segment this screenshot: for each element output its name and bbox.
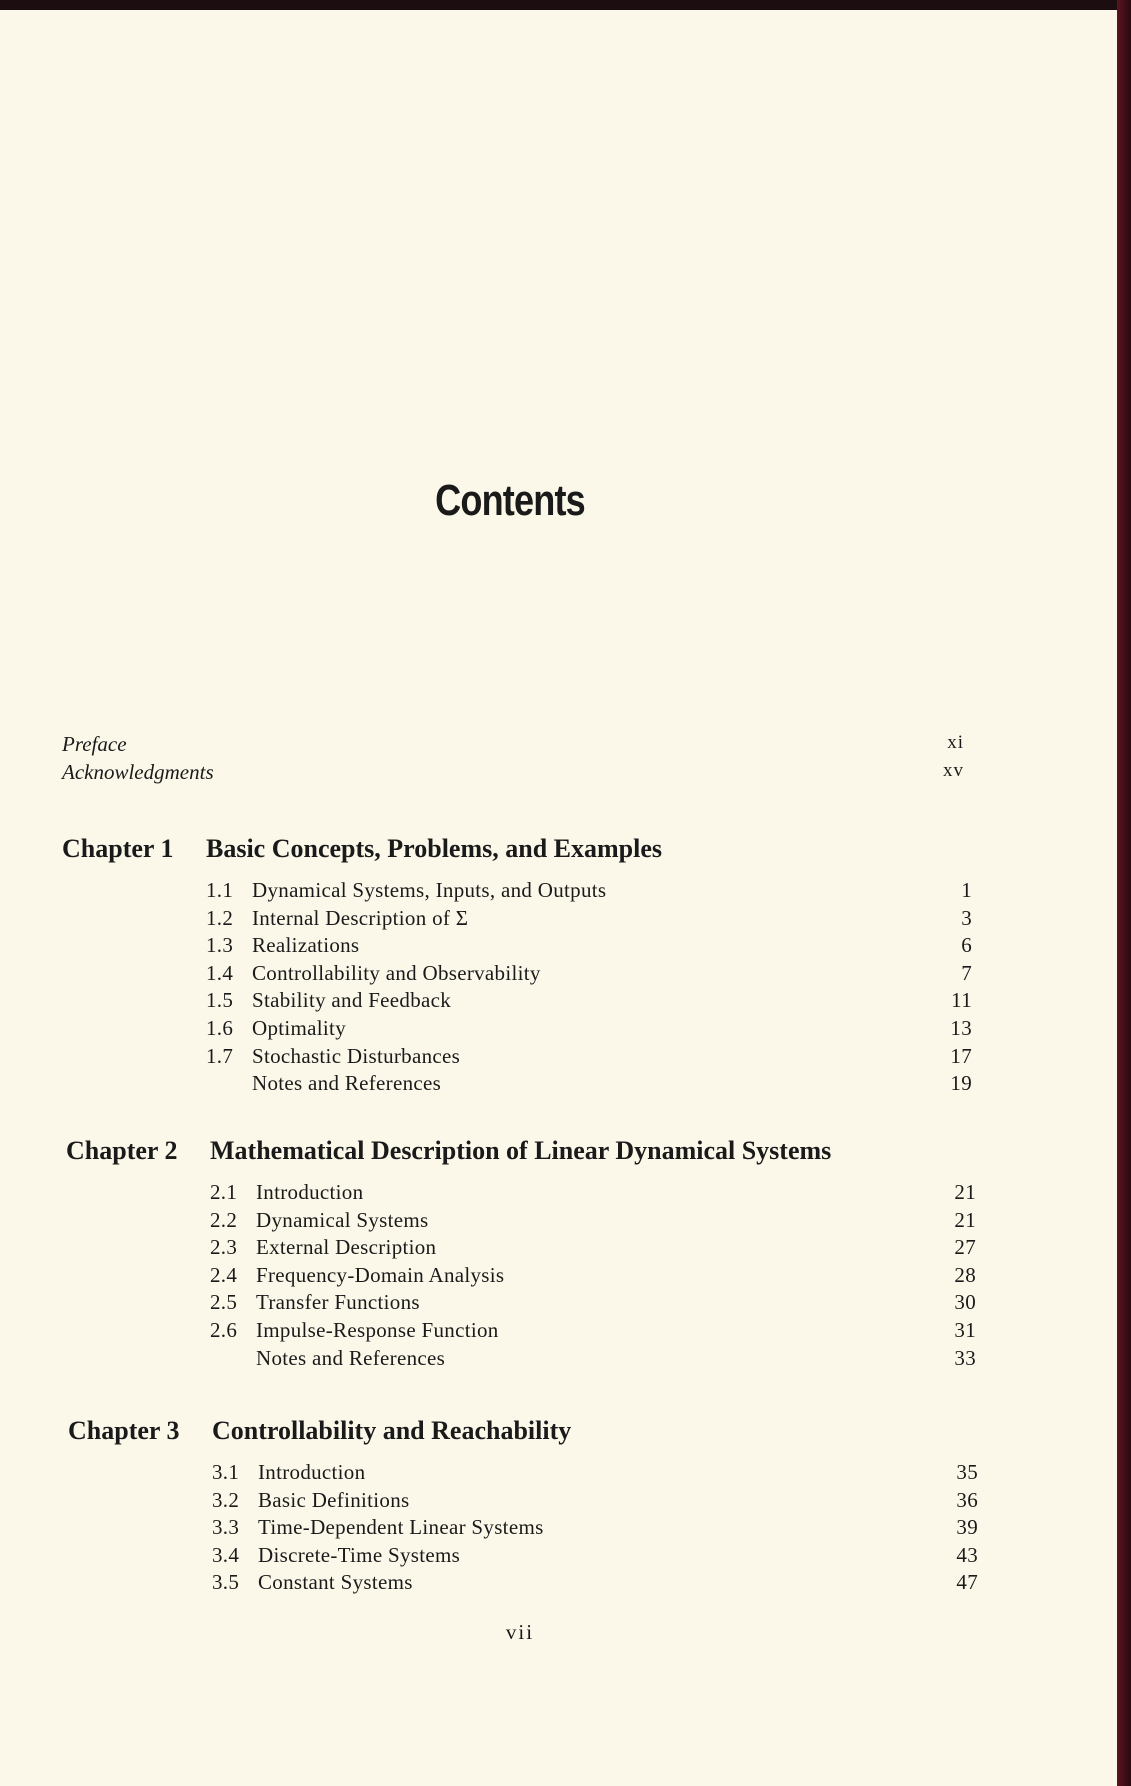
toc-entry xyxy=(212,1543,978,1571)
section-title: Time-Dependent Linear Systems xyxy=(258,1515,544,1540)
chapter-entries xyxy=(212,1460,978,1598)
front-matter-row-acknowledgments xyxy=(62,760,964,785)
section-number: 1.6 xyxy=(206,1015,234,1040)
chapter-heading xyxy=(62,834,972,864)
page-number: 19 xyxy=(950,1071,972,1096)
section-number: 3.4 xyxy=(212,1542,240,1567)
page-top-edge xyxy=(0,0,1131,10)
front-matter-page: xi xyxy=(947,732,964,753)
section-title: Notes and References xyxy=(252,1071,442,1096)
toc-entry xyxy=(206,1016,972,1044)
section-title: Stability and Feedback xyxy=(252,988,452,1013)
front-matter-page: xv xyxy=(943,760,964,781)
chapter-number: Chapter 2 xyxy=(66,1136,178,1165)
section-number: 3.3 xyxy=(212,1515,240,1540)
chapter-number: Chapter 1 xyxy=(62,834,174,863)
chapter-title: Controllability and Reachability xyxy=(212,1416,572,1445)
section-title: Dynamical Systems xyxy=(256,1207,429,1232)
page-right-edge xyxy=(1117,0,1131,1786)
section-title: Notes and References xyxy=(256,1345,446,1370)
section-title: Optimality xyxy=(252,1015,346,1040)
page-number: 1 xyxy=(961,878,972,902)
chapter-title: Basic Concepts, Problems, and Examples xyxy=(206,834,662,863)
page-number: 13 xyxy=(950,1015,972,1040)
section-number: 2.4 xyxy=(210,1262,238,1287)
section-title: Basic Definitions xyxy=(258,1487,410,1512)
toc-entry xyxy=(212,1570,978,1598)
section-title: Realizations xyxy=(252,933,360,958)
chapter-1 xyxy=(62,834,972,1099)
section-number: 2.6 xyxy=(210,1317,238,1342)
section-number: 1.7 xyxy=(206,1043,234,1068)
front-matter-label: Preface xyxy=(62,732,127,756)
section-number: 2.5 xyxy=(210,1290,238,1315)
section-number: 3.2 xyxy=(212,1487,240,1512)
section-title: Introduction xyxy=(258,1460,366,1484)
chapter-title: Mathematical Description of Linear Dynamical Systems xyxy=(210,1136,832,1165)
page-title: Contents xyxy=(435,476,585,525)
page-folio: vii xyxy=(505,1620,535,1644)
toc-entry xyxy=(210,1208,976,1236)
chapter-number: Chapter 3 xyxy=(68,1416,180,1445)
section-title: Dynamical Systems, Inputs, and Outputs xyxy=(252,878,607,902)
toc-entry xyxy=(210,1180,976,1208)
section-title: Internal Description of Σ xyxy=(252,905,469,930)
toc-entry xyxy=(210,1318,976,1346)
section-number: 3.1 xyxy=(212,1460,240,1484)
page-number: 6 xyxy=(961,933,972,958)
section-number: 2.2 xyxy=(210,1207,238,1232)
toc-entry xyxy=(212,1460,978,1488)
page-number: 21 xyxy=(954,1207,976,1232)
section-number: 1.1 xyxy=(206,878,234,902)
section-title: Stochastic Disturbances xyxy=(252,1043,461,1068)
page-number: 11 xyxy=(951,988,972,1013)
chapter-entries xyxy=(206,878,972,1099)
section-title: External Description xyxy=(256,1235,437,1260)
page-number: 21 xyxy=(954,1180,976,1204)
toc-entry xyxy=(206,988,972,1016)
chapter-3 xyxy=(68,1416,978,1598)
page-number: 7 xyxy=(961,960,972,985)
chapter-2 xyxy=(66,1136,976,1373)
section-number: 1.4 xyxy=(206,960,234,985)
front-matter-label: Acknowledgments xyxy=(62,760,214,784)
section-number: 3.5 xyxy=(212,1570,240,1595)
chapter-heading xyxy=(66,1136,976,1166)
page-number: 28 xyxy=(954,1262,976,1287)
toc-entry xyxy=(206,1044,972,1072)
section-title: Introduction xyxy=(256,1180,364,1204)
section-number: 1.2 xyxy=(206,905,234,930)
page-number: 36 xyxy=(956,1487,978,1512)
page-number: 3 xyxy=(961,905,972,930)
page-number: 39 xyxy=(956,1515,978,1540)
section-title: Discrete-Time Systems xyxy=(258,1542,461,1567)
page-number: 43 xyxy=(956,1542,978,1567)
section-number: 2.3 xyxy=(210,1235,238,1260)
page-number: 27 xyxy=(954,1235,976,1260)
page-number: 30 xyxy=(954,1290,976,1315)
section-title: Impulse-Response Function xyxy=(256,1317,499,1342)
section-number: 1.5 xyxy=(206,988,234,1013)
toc-entry xyxy=(212,1515,978,1543)
front-matter-row-preface xyxy=(62,732,964,757)
toc-entry xyxy=(206,933,972,961)
section-number: 2.1 xyxy=(210,1180,238,1204)
toc-entry xyxy=(206,878,972,906)
section-title: Constant Systems xyxy=(258,1570,413,1595)
toc-entry xyxy=(210,1263,976,1291)
page-number: 47 xyxy=(956,1570,978,1595)
section-title: Controllability and Observability xyxy=(252,960,541,985)
section-title: Frequency-Domain Analysis xyxy=(256,1262,505,1287)
page-number: 31 xyxy=(954,1317,976,1342)
section-title: Transfer Functions xyxy=(256,1290,420,1315)
section-number: 1.3 xyxy=(206,933,234,958)
toc-entry xyxy=(210,1346,976,1374)
toc-entry xyxy=(210,1235,976,1263)
page-number: 33 xyxy=(954,1345,976,1370)
toc-entry xyxy=(212,1488,978,1516)
toc-entry xyxy=(206,1071,972,1099)
chapter-entries xyxy=(210,1180,976,1373)
page-number: 35 xyxy=(956,1460,978,1484)
page-number: 17 xyxy=(950,1043,972,1068)
chapter-heading xyxy=(68,1416,978,1446)
toc-entry xyxy=(210,1290,976,1318)
toc-entry xyxy=(206,961,972,989)
toc-entry xyxy=(206,906,972,934)
